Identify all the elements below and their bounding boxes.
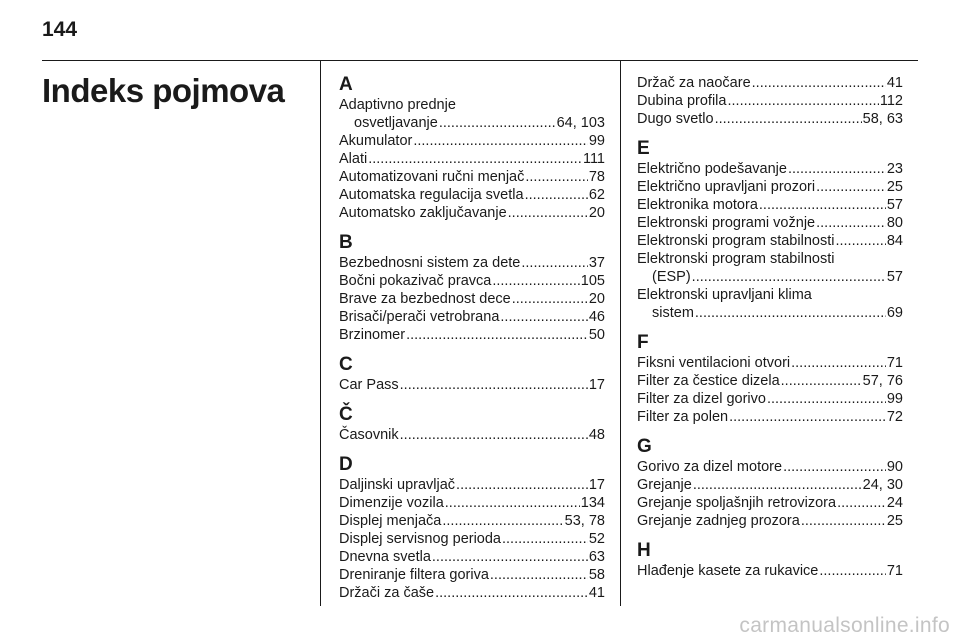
index-page-ref: 50: [588, 327, 605, 343]
page-title: Indeks pojmova: [42, 72, 285, 109]
index-page-ref: 20: [588, 291, 605, 307]
leader-dots: [512, 290, 588, 308]
index-page-ref: 48: [588, 427, 605, 443]
index-page-ref: 72: [886, 409, 903, 425]
index-term: Bezbednosni sistem za dete: [339, 255, 521, 271]
index-entry: [637, 92, 903, 110]
index-term: Dnevna svetla: [339, 549, 431, 565]
index-page-ref: 52: [588, 531, 605, 547]
column-divider: [320, 61, 321, 606]
index-page-ref: 41: [886, 75, 903, 91]
index-group: [339, 404, 605, 444]
index-entry: [339, 566, 605, 584]
index-term: Filter za polen: [637, 409, 729, 425]
index-letter: E: [637, 138, 650, 159]
index-term: Elektronski programi vožnje: [637, 215, 816, 231]
index-page-ref: 25: [886, 513, 903, 529]
index-term: Grejanje zadnjeg prozora: [637, 513, 800, 529]
index-entry: [339, 426, 605, 444]
index-page-ref: 80: [886, 215, 903, 231]
leader-dots: [801, 512, 886, 530]
index-term: Brave za bezbednost dece: [339, 291, 511, 307]
page-number: 144: [42, 18, 78, 41]
index-page-ref: 99: [588, 133, 605, 149]
index-entry: [339, 168, 605, 186]
leader-dots: [508, 204, 588, 222]
index-page-ref: 62: [588, 187, 605, 203]
index-entry: [637, 372, 903, 390]
leader-dots: [525, 186, 588, 204]
leader-dots: [781, 372, 862, 390]
leader-dots: [525, 168, 587, 186]
index-entry: [637, 74, 903, 92]
index-entry: [339, 290, 605, 308]
index-letter: H: [637, 540, 651, 561]
leader-dots: [400, 426, 588, 444]
leader-dots: [435, 584, 588, 602]
index-entry: [637, 232, 903, 250]
leader-dots: [439, 114, 556, 132]
index-entry: [637, 354, 903, 372]
index-page-ref: 84: [886, 233, 903, 249]
index-page-ref: 20: [588, 205, 605, 221]
index-term: Časovnik: [339, 427, 399, 443]
index-page-ref: 71: [886, 563, 903, 579]
leader-dots: [837, 494, 886, 512]
index-group: [339, 74, 605, 222]
index-page-ref: 57: [886, 197, 903, 213]
index-term: Grejanje spoljašnjih retrovizora: [637, 495, 837, 511]
leader-dots: [492, 272, 579, 290]
index-term: Automatsko zaključavanje: [339, 205, 507, 221]
index-letter: Č: [339, 404, 353, 425]
header-rule: [42, 60, 918, 61]
index-page-ref: 64, 103: [556, 115, 605, 131]
leader-dots: [752, 74, 886, 92]
index-term: Dimenzije vozila: [339, 495, 444, 511]
leader-dots: [759, 196, 886, 214]
leader-dots: [500, 308, 587, 326]
index-group: [637, 138, 903, 322]
index-group: [637, 74, 903, 128]
index-page-ref: 57: [886, 269, 903, 285]
index-entry: [339, 186, 605, 204]
leader-dots: [368, 150, 582, 168]
leader-dots: [490, 566, 588, 584]
index-entry: [637, 512, 903, 530]
index-term: Brzinomer: [339, 327, 406, 343]
index-entry: [339, 150, 605, 168]
leader-dots: [767, 390, 886, 408]
index-page-ref: 105: [580, 273, 605, 289]
index-page-ref: 24: [886, 495, 903, 511]
index-page-ref: 112: [879, 93, 903, 109]
index-entry: [339, 530, 605, 548]
index-page-ref: 24, 30: [862, 477, 903, 493]
index-page-ref: 111: [582, 151, 605, 167]
column-divider: [620, 61, 621, 606]
index-page-ref: 46: [588, 309, 605, 325]
index-term: Bočni pokazivač pravca: [339, 273, 492, 289]
index-term: Daljinski upravljač: [339, 477, 456, 493]
leader-dots: [432, 548, 588, 566]
index-entry: [637, 178, 903, 196]
index-page-ref: 71: [886, 355, 903, 371]
index-entry: [339, 376, 605, 394]
index-term: Filter za čestice dizela: [637, 373, 780, 389]
index-term: Hlađenje kasete za rukavice: [637, 563, 819, 579]
index-entry: [637, 476, 903, 494]
leader-dots: [502, 530, 588, 548]
index-entry: [339, 494, 605, 512]
index-page-ref: 134: [580, 495, 605, 511]
index-entry-line: Elektronski program stabilnosti: [637, 251, 835, 267]
index-term: Držači za čaše: [339, 585, 435, 601]
leader-dots: [406, 326, 588, 344]
watermark: carmanualsonline.info: [739, 614, 950, 637]
index-entry: [339, 584, 605, 602]
leader-dots: [693, 476, 862, 494]
index-term: Elektronika motora: [637, 197, 758, 213]
leader-dots: [729, 408, 886, 426]
index-column-1: [339, 74, 605, 612]
index-term: Fiksni ventilacioni otvori: [637, 355, 791, 371]
index-term: Elektronski program stabilnosti: [637, 233, 835, 249]
index-entry: [339, 476, 605, 494]
index-entry-line: Adaptivno prednje: [339, 97, 456, 113]
index-page-ref: 57, 76: [862, 373, 903, 389]
leader-dots: [816, 214, 886, 232]
index-term: Električno upravljani prozori: [637, 179, 816, 195]
index-entry: [339, 512, 605, 530]
index-group: [339, 354, 605, 394]
leader-dots: [715, 110, 862, 128]
index-page-ref: 23: [886, 161, 903, 177]
index-entry: [339, 272, 605, 290]
index-entry: [339, 326, 605, 344]
index-entry: [339, 548, 605, 566]
index-letter: B: [339, 232, 353, 253]
index-page-ref: 99: [886, 391, 903, 407]
index-term: Automatska regulacija svetla: [339, 187, 524, 203]
index-entry: [637, 110, 903, 128]
index-entry: [339, 204, 605, 222]
index-term: Displej servisnog perioda: [339, 531, 501, 547]
index-term: (ESP): [652, 269, 691, 285]
index-page-ref: 58, 63: [862, 111, 903, 127]
index-entry: [339, 114, 605, 132]
leader-dots: [442, 512, 563, 530]
index-entry: [637, 390, 903, 408]
index-term: Akumulator: [339, 133, 413, 149]
index-letter: A: [339, 74, 353, 95]
leader-dots: [783, 458, 886, 476]
index-letter: D: [339, 454, 353, 475]
leader-dots: [816, 178, 886, 196]
leader-dots: [413, 132, 588, 150]
index-page-ref: 37: [588, 255, 605, 271]
index-term: Dreniranje filtera goriva: [339, 567, 489, 583]
index-entry: [637, 304, 903, 322]
index-letter: C: [339, 354, 353, 375]
index-term: Filter za dizel gorivo: [637, 391, 766, 407]
index-entry-line: Elektronski upravljani klima: [637, 287, 812, 303]
leader-dots: [695, 304, 886, 322]
index-letter: F: [637, 332, 649, 353]
index-term: Dugo svetlo: [637, 111, 714, 127]
index-page-ref: 25: [886, 179, 903, 195]
leader-dots: [835, 232, 885, 250]
index-term: Brisači/perači vetrobrana: [339, 309, 500, 325]
index-page-ref: 17: [588, 477, 605, 493]
index-term: Car Pass: [339, 377, 399, 393]
index-term: Gorivo za dizel motore: [637, 459, 783, 475]
leader-dots: [400, 376, 588, 394]
leader-dots: [521, 254, 588, 272]
index-entry: [637, 196, 903, 214]
index-entry: [637, 408, 903, 426]
index-group: [637, 540, 903, 580]
index-page-ref: 63: [588, 549, 605, 565]
index-term: Grejanje: [637, 477, 692, 493]
leader-dots: [819, 562, 886, 580]
index-entry: [339, 308, 605, 326]
index-group: [339, 454, 605, 602]
index-page-ref: 69: [886, 305, 903, 321]
index-column-2: [637, 74, 903, 590]
index-group: [637, 436, 903, 530]
index-page-ref: 53, 78: [564, 513, 605, 529]
index-page-ref: 58: [588, 567, 605, 583]
index-page-ref: 17: [588, 377, 605, 393]
leader-dots: [727, 92, 878, 110]
index-term: Dubina profila: [637, 93, 727, 109]
index-term: Alati: [339, 151, 368, 167]
index-term: Držač za naočare: [637, 75, 751, 91]
leader-dots: [456, 476, 588, 494]
index-page-ref: 90: [886, 459, 903, 475]
leader-dots: [692, 268, 886, 286]
index-term: osvetljavanje: [354, 115, 438, 131]
index-letter: G: [637, 436, 652, 457]
index-page-ref: 78: [588, 169, 605, 185]
index-entry: [339, 254, 605, 272]
index-entry: [637, 458, 903, 476]
index-entry: [637, 214, 903, 232]
index-term: Displej menjača: [339, 513, 442, 529]
index-entry: [339, 132, 605, 150]
index-entry: [637, 562, 903, 580]
leader-dots: [445, 494, 580, 512]
index-term: Električno podešavanje: [637, 161, 787, 177]
index-group: [637, 332, 903, 426]
index-entry: [637, 494, 903, 512]
index-term: Automatizovani ručni menjač: [339, 169, 525, 185]
index-group: [339, 232, 605, 344]
index-entry: [637, 160, 903, 178]
index-page-ref: 41: [588, 585, 605, 601]
index-term: sistem: [652, 305, 694, 321]
leader-dots: [791, 354, 886, 372]
index-entry: [637, 268, 903, 286]
leader-dots: [788, 160, 886, 178]
